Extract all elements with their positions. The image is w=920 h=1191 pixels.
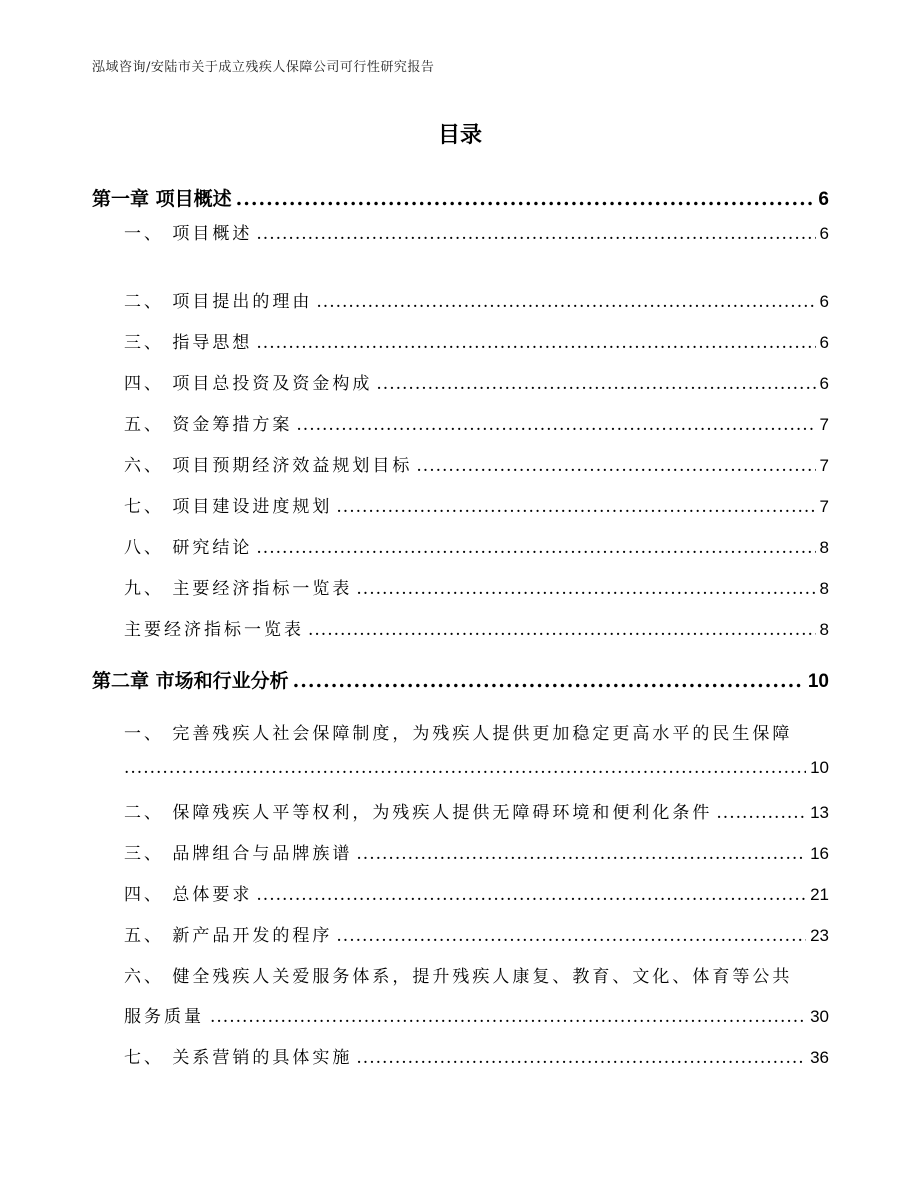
dot-leader (336, 497, 815, 517)
toc-page-number: 8 (819, 579, 829, 598)
dot-leader (124, 758, 806, 778)
toc-page-number: 6 (819, 292, 829, 311)
toc-label: 七、 项目建设进度规划 (124, 497, 333, 517)
toc-entry-line2[interactable] (124, 758, 829, 778)
toc-entry[interactable] (92, 451, 829, 476)
toc-label: 一、 项目概述 (124, 224, 253, 244)
dot-leader (236, 188, 815, 210)
toc-page-number: 30 (810, 1007, 829, 1026)
dot-leader (416, 456, 815, 476)
toc-page-number: 7 (819, 456, 829, 475)
toc-label: 二、 项目提出的理由 (124, 292, 313, 312)
dot-leader (356, 579, 815, 599)
toc-label: 服务质量 (124, 1007, 204, 1027)
toc-label: 三、 指导思想 (124, 333, 253, 353)
toc-page-number: 10 (807, 671, 829, 692)
dot-leader (210, 1007, 806, 1027)
toc-page-number: 6 (819, 224, 829, 243)
toc-label: 六、 项目预期经济效益规划目标 (124, 456, 413, 476)
toc-label: 三、 品牌组合与品牌族谱 (124, 844, 353, 864)
toc-entry[interactable] (92, 839, 829, 864)
toc-label: 八、 研究结论 (124, 538, 253, 558)
toc-page-number: 6 (819, 333, 829, 352)
toc-page-number: 8 (819, 620, 829, 639)
dot-leader (716, 803, 806, 823)
toc-entry[interactable] (92, 1043, 829, 1068)
toc-label: 七、 关系营销的具体实施 (124, 1048, 353, 1068)
toc-page-number: 23 (810, 926, 829, 945)
dot-leader (256, 538, 815, 558)
toc-entry[interactable] (92, 921, 829, 946)
toc-page-number: 10 (810, 758, 829, 777)
toc-page-number: 8 (819, 538, 829, 557)
toc-entry[interactable] (92, 369, 829, 394)
toc-label: 四、 项目总投资及资金构成 (124, 374, 373, 394)
toc-entry[interactable] (92, 410, 829, 435)
dot-leader (256, 885, 806, 905)
toc-page-number: 6 (818, 189, 829, 210)
dot-leader (316, 292, 815, 312)
dot-leader (336, 926, 806, 946)
dot-leader (356, 844, 806, 864)
toc-entry-line1[interactable]: 一、 完善残疾人社会保障制度，为残疾人提供更加稳定更高水平的民生保障 (124, 724, 793, 744)
toc-label: 主要经济指标一览表 (124, 620, 304, 640)
toc-page-number: 7 (819, 497, 829, 516)
toc-page-number: 16 (810, 844, 829, 863)
dot-leader (376, 374, 815, 394)
toc-label: 四、 总体要求 (124, 885, 253, 905)
toc-page-number: 7 (819, 415, 829, 434)
page-title: 目录 (437, 122, 482, 148)
toc-entry[interactable] (92, 574, 829, 599)
dot-leader (256, 224, 815, 244)
toc-entry-line2[interactable] (124, 1002, 829, 1027)
toc-entry[interactable] (92, 219, 829, 244)
dot-leader (296, 415, 815, 435)
toc-chapter-1[interactable] (92, 184, 829, 211)
dot-leader (256, 333, 815, 353)
toc-label: 二、 保障残疾人平等权利，为残疾人提供无障碍环境和便利化条件 (124, 803, 713, 823)
toc-chapter-2[interactable] (92, 666, 829, 693)
toc-entry[interactable] (92, 533, 829, 558)
toc-entry[interactable] (92, 492, 829, 517)
toc-entry[interactable] (92, 615, 829, 640)
toc-label: 五、 新产品开发的程序 (124, 926, 333, 946)
toc-entry-line1[interactable]: 六、 健全残疾人关爱服务体系，提升残疾人康复、教育、文化、体育等公共 (124, 967, 793, 987)
toc-page-number: 6 (819, 374, 829, 393)
toc-label: 五、 资金筹措方案 (124, 415, 293, 435)
toc-label: 第二章 市场和行业分析 (92, 670, 289, 692)
toc-label: 第一章 项目概述 (92, 188, 232, 210)
toc-entry[interactable] (92, 328, 829, 353)
running-header: 泓域咨询/安陆市关于成立残疾人保障公司可行性研究报告 (92, 60, 435, 75)
toc-label: 九、 主要经济指标一览表 (124, 579, 353, 599)
toc-entry[interactable] (92, 798, 829, 823)
toc-entry[interactable] (92, 880, 829, 905)
toc-entry[interactable] (92, 287, 829, 312)
toc-page-number: 36 (810, 1048, 829, 1067)
dot-leader (308, 620, 816, 640)
dot-leader (356, 1048, 806, 1068)
dot-leader (293, 670, 804, 692)
toc-page-number: 21 (810, 885, 829, 904)
toc-page-number: 13 (810, 803, 829, 822)
